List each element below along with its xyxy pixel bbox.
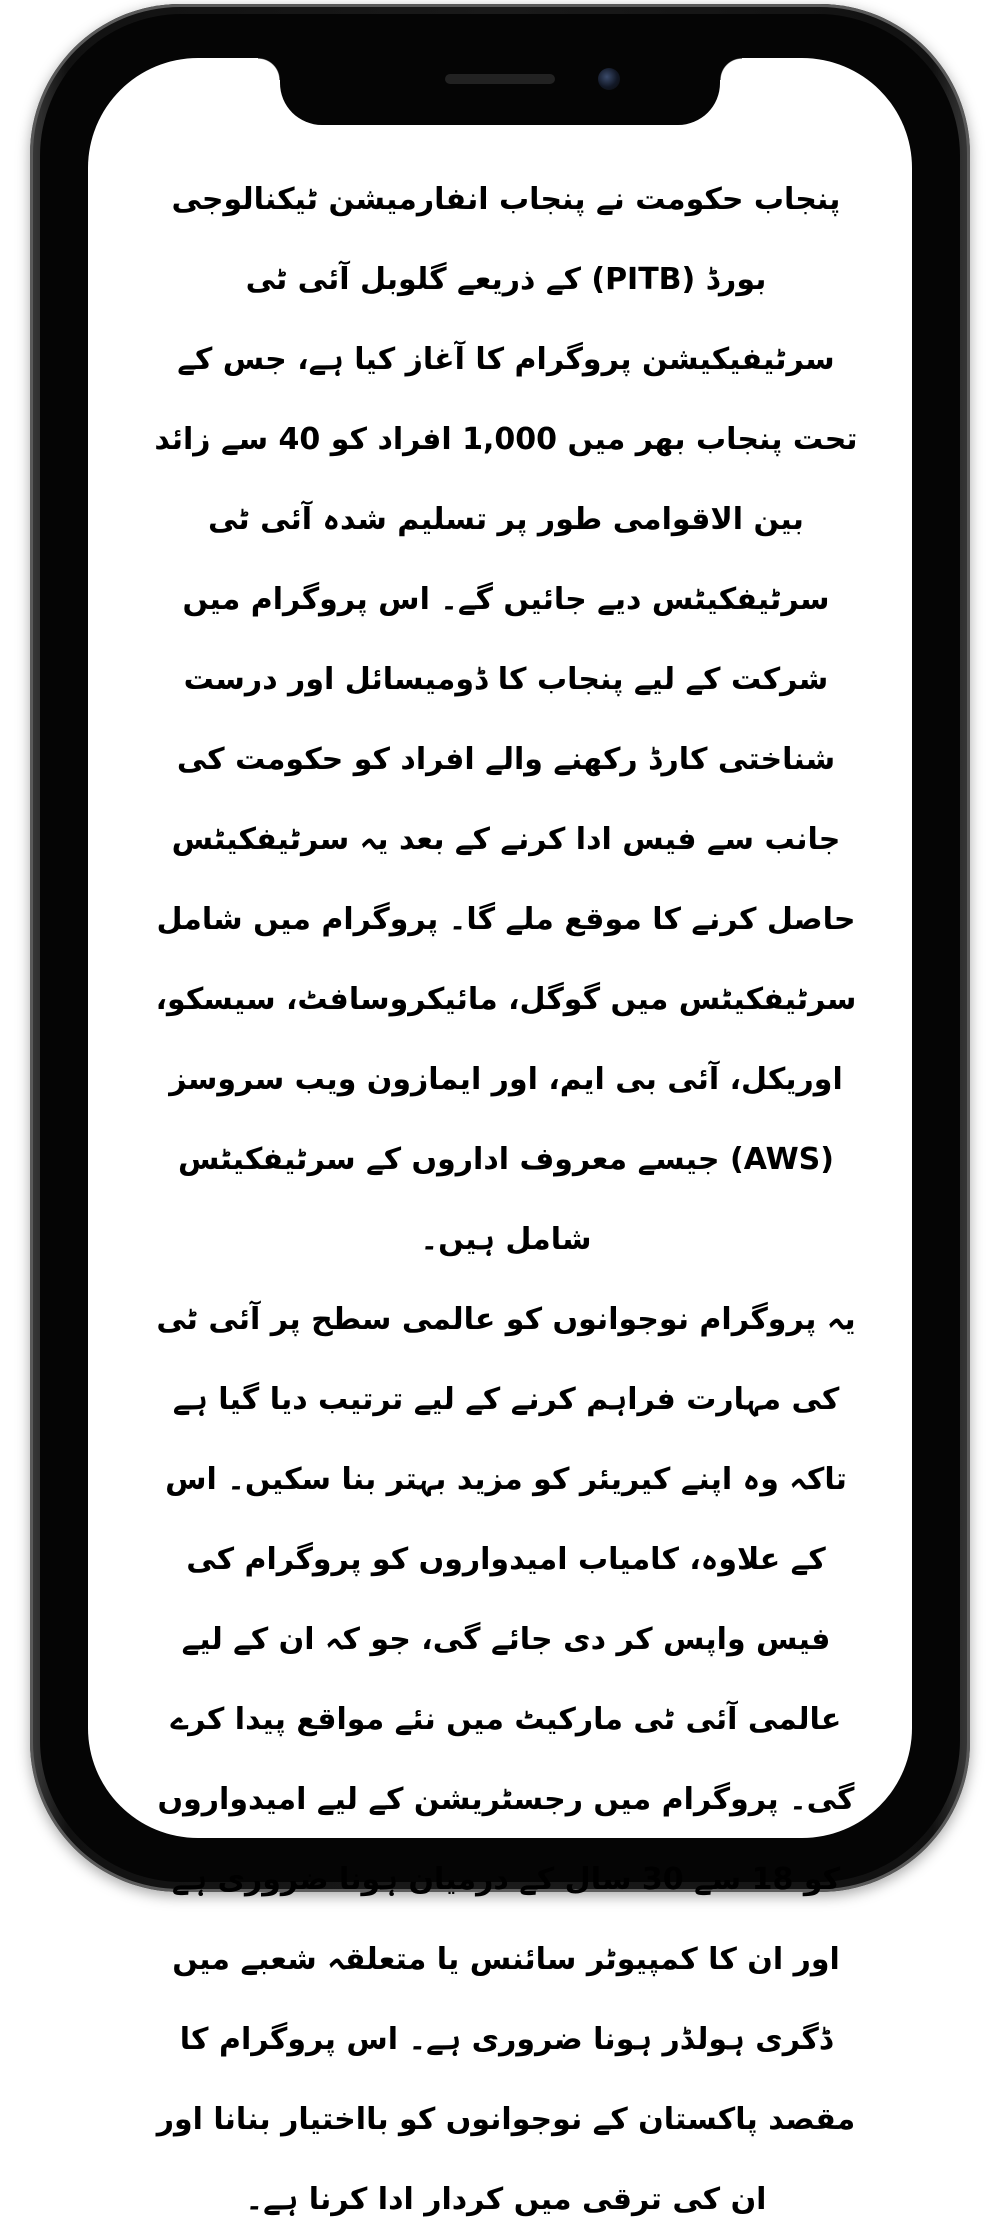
notch	[280, 58, 720, 125]
camera-icon	[598, 68, 620, 90]
article-paragraph-2: یہ پروگرام نوجوانوں کو عالمی سطح پر آئی ٹی کی مہارت فراہم کرنے کے لیے ترتیب دیا گیا ہے تاکہ وہ اپنے کیریئر کو مزید بہتر بنا سکیں۔ اس کے علاوہ، کامیاب امیدواروں کو پروگرام کی فیس واپس کر دی جائے گی، جو کہ ان کے لیے عالمی آئی ٹی مارکیٹ میں نئے مواقع پیدا کرے گی۔ پروگرام میں رجسٹریشن کے لیے امیدواروں کو 18 سے 30 سال کے درمیان ہونا ضروری ہے اور ان کا کمپیوٹر سائنس یا متعلقہ شعبے میں ڈگری ہولڈر ہونا ضروری ہے۔ اس پروگرام کا مقصد پاکستان کے نوجوانوں کو بااختیار بنانا اور ان کی ترقی میں کردار ادا کرنا ہے۔	[156, 1302, 856, 2217]
article-body	[148, 160, 864, 2240]
article-paragraph-1: پنجاب حکومت نے پنجاب انفارمیشن ٹیکنالوجی بورڈ (PITB) کے ذریعے گلوبل آئی ٹی سرٹیفیکیشن پروگرام کا آغاز کیا ہے، جس کے تحت پنجاب بھر میں 1,000 افراد کو 40 سے زائد بین الاقوامی طور پر تسلیم شدہ آئی ٹی سرٹیفکیٹس دیے جائیں گے۔ اس پروگرام میں شرکت کے لیے پنجاب کا ڈومیسائل اور درست شناختی کارڈ رکھنے والے افراد کو حکومت کی جانب سے فیس ادا کرنے کے بعد یہ سرٹیفکیٹس حاصل کرنے کا موقع ملے گا۔ پروگرام میں شامل سرٹیفکیٹس میں گوگل، مائیکروسافٹ، سیسکو، اوریکل، آئی بی ایم، اور ایمازون ویب سروسز (AWS) جیسے معروف اداروں کے سرٹیفکیٹس شامل ہیں۔	[154, 182, 858, 1257]
speaker-grille	[445, 74, 555, 84]
